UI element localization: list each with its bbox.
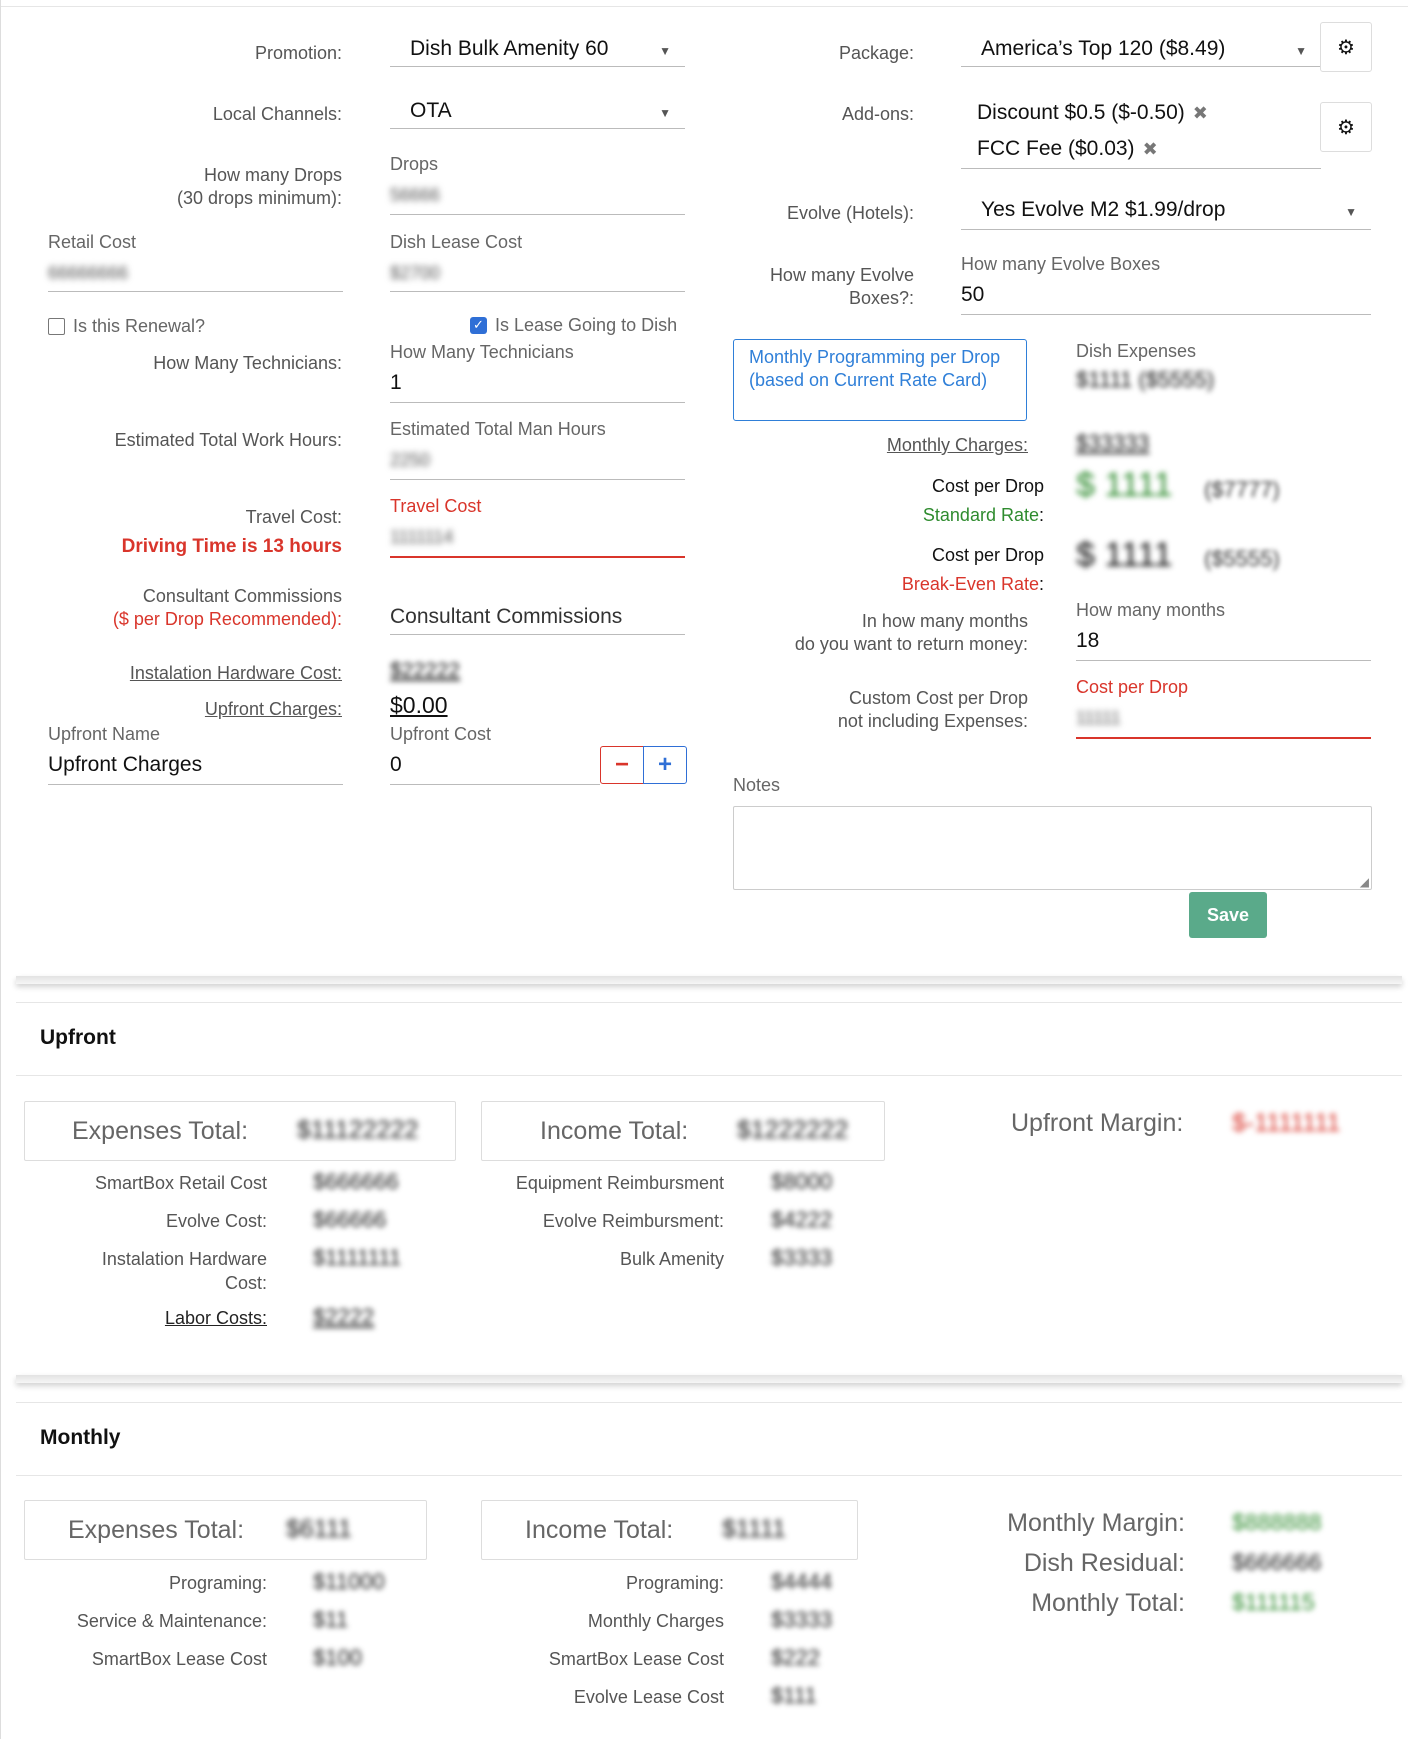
close-icon[interactable]: ✖ <box>1192 102 1208 123</box>
addons-multiselect[interactable] <box>961 94 1321 169</box>
work-hours-input[interactable] <box>390 443 685 480</box>
cost-breakeven-secondary-amount: ($5555) <box>1204 546 1280 571</box>
monthly-title: Monthly <box>40 1426 121 1449</box>
upfront-margin-value <box>1232 1109 1340 1138</box>
monthly-income-amount: $4444 <box>771 1569 833 1594</box>
section-shadow-divider <box>16 1375 1402 1383</box>
section-divider <box>16 1002 1402 1003</box>
months-input[interactable] <box>1076 624 1371 661</box>
gear-icon: ⚙ <box>1337 36 1355 59</box>
dish-lease-cost-input[interactable] <box>390 256 685 292</box>
section-divider <box>16 1475 1402 1476</box>
upfront-expenses-total-value <box>297 1116 418 1145</box>
gear-icon: ⚙ <box>1337 116 1355 139</box>
months-label-line2: do you want to return money: <box>794 634 1028 654</box>
chevron-down-icon: ▼ <box>659 106 671 120</box>
upfront-margin-label: Upfront Margin: <box>1011 1109 1184 1137</box>
monthly-expense-value <box>313 1645 362 1671</box>
monthly-income-label: Monthly Charges <box>587 1611 724 1631</box>
upfront-name-label: Upfront Name <box>48 724 161 744</box>
dish-residual-value <box>1232 1549 1322 1576</box>
monthly-income-value <box>771 1569 832 1595</box>
cost-breakeven-amount: $ 1111 <box>1076 536 1173 574</box>
custom-cost-label-line2: not including Expenses: <box>837 711 1028 731</box>
monthly-expense-amount: $100 <box>313 1645 362 1670</box>
upfront-expenses-total-label: Expenses Total: <box>72 1117 249 1145</box>
evolve-boxes-field-label: How many Evolve Boxes <box>961 254 1161 274</box>
driving-time-warning: Driving Time is 13 hours <box>121 536 342 557</box>
evolve-boxes-label-line1: How many Evolve <box>769 265 914 285</box>
upfront-expense-value <box>313 1304 374 1330</box>
monthly-income-amount: $222 <box>771 1645 820 1670</box>
upfront-expense-label: SmartBox Retail Cost <box>94 1173 267 1193</box>
addon-tag[interactable] <box>977 100 1208 126</box>
monthly-margin-value <box>1232 1509 1322 1536</box>
monthly-expense-value <box>313 1607 348 1633</box>
section-shadow-divider <box>16 976 1402 984</box>
monthly-expenses-total-box <box>24 1500 427 1560</box>
upfront-expense-label-line1: Instalation Hardware <box>101 1249 267 1269</box>
drops-label-line2: (30 drops minimum): <box>176 188 342 208</box>
months-label-line1: In how many months <box>861 611 1028 631</box>
notes-label: Notes <box>733 775 781 795</box>
install-hardware-value <box>390 658 460 684</box>
monthly-expense-label: SmartBox Lease Cost <box>91 1649 267 1669</box>
cost-standard-secondary-amount: ($7777) <box>1204 477 1280 502</box>
upfront-charges-label[interactable]: Upfront Charges: <box>204 699 342 719</box>
monthly-charges-label[interactable]: Monthly Charges: <box>886 435 1028 455</box>
monthly-charges-amount: $33333 <box>1076 430 1150 455</box>
monthly-income-amount: $111 <box>771 1683 817 1708</box>
monthly-expense-value <box>313 1569 385 1595</box>
increment-button[interactable]: + <box>643 746 687 784</box>
checkmark-icon[interactable]: ✓ <box>470 317 487 334</box>
drops-value: 56666 <box>390 185 441 205</box>
addon-tag-label: FCC Fee ($0.03) <box>977 137 1135 160</box>
evolve-boxes-value: 50 <box>961 283 985 306</box>
renewal-label: Is this Renewal? <box>73 316 206 336</box>
addons-label: Add-ons: <box>841 104 914 124</box>
dish-expenses-amount: $1111 ($5555) <box>1076 367 1215 392</box>
lease-going-label: Is Lease Going to Dish <box>495 315 678 335</box>
upfront-expense-label-line2: Cost: <box>224 1273 267 1293</box>
cost-breakeven-label <box>760 541 1044 599</box>
cost-breakeven-value <box>1076 536 1172 575</box>
monthly-income-total-box <box>481 1500 858 1560</box>
decrement-button[interactable]: − <box>600 746 644 784</box>
monthly-income-label: Programing: <box>625 1573 724 1593</box>
upfront-income-total-amount: $1222222 <box>737 1116 849 1144</box>
monthly-income-total-amount: $1111 <box>722 1515 786 1543</box>
monthly-margin-amount: $888888 <box>1232 1509 1322 1535</box>
commissions-label-line2: ($ per Drop Recommended): <box>112 609 342 629</box>
monthly-expenses-total-label: Expenses Total: <box>68 1516 245 1544</box>
travel-cost-field-label: Travel Cost <box>390 496 482 516</box>
custom-cost-label-line1: Custom Cost per Drop <box>848 688 1028 708</box>
upfront-expense-value <box>313 1245 401 1271</box>
upfront-title: Upfront <box>40 1026 116 1049</box>
package-select[interactable] <box>961 32 1321 67</box>
monthly-expense-label: Service & Maintenance: <box>76 1611 267 1631</box>
upfront-expenses-total-box <box>24 1101 456 1161</box>
cost-standard-label <box>760 472 1044 530</box>
promotion-select[interactable] <box>390 32 685 67</box>
install-hardware-amount: $22222 <box>390 659 461 682</box>
save-button[interactable]: Save <box>1189 892 1267 938</box>
addon-tag-label: Discount $0.5 ($-0.50) <box>977 101 1185 124</box>
monthly-programming-button[interactable]: Monthly Programming per Drop (based on Current Rate Card) <box>733 339 1027 421</box>
chevron-down-icon: ▼ <box>659 44 671 58</box>
promotion-value: Dish Bulk Amenity 60 <box>410 37 609 60</box>
dish-residual-amount: $666666 <box>1232 1549 1322 1575</box>
upfront-margin-amount: $-1111111 <box>1232 1109 1341 1137</box>
upfront-income-total-value <box>737 1116 848 1145</box>
upfront-expense-amount: $2222 <box>313 1304 375 1329</box>
upfront-cost-label: Upfront Cost <box>390 724 492 744</box>
install-hardware-label[interactable]: Instalation Hardware Cost: <box>129 663 342 683</box>
cost-breakeven-label-line1: Cost per Drop <box>931 545 1044 565</box>
local-channels-select[interactable] <box>390 94 685 129</box>
work-hours-label: Estimated Total Work Hours: <box>114 430 342 450</box>
monthly-total-label: Monthly Total: <box>1031 1589 1185 1617</box>
custom-cost-label <box>720 687 1028 733</box>
cost-standard-value <box>1076 466 1172 505</box>
months-field-label: How many months <box>1076 600 1226 620</box>
upfront-income-value <box>771 1169 832 1195</box>
section-divider <box>16 1402 1402 1403</box>
upfront-income-total-label: Income Total: <box>540 1117 689 1145</box>
chevron-down-icon: ▼ <box>1295 44 1307 58</box>
custom-cost-field-label: Cost per Drop <box>1076 677 1189 697</box>
monthly-income-label: Evolve Lease Cost <box>573 1687 724 1707</box>
upfront-charges-value[interactable]: $0.00 <box>390 692 448 718</box>
upfront-name-value: Upfront Charges <box>48 753 203 776</box>
cost-standard-colon: : <box>1038 505 1044 525</box>
dish-lease-cost-label: Dish Lease Cost <box>390 232 523 252</box>
monthly-income-label: SmartBox Lease Cost <box>548 1649 724 1669</box>
local-channels-label: Local Channels: <box>212 104 342 124</box>
cost-breakeven-colon: : <box>1038 574 1044 594</box>
drops-field-label: Drops <box>390 154 439 174</box>
cost-standard-rate-name: Standard Rate <box>922 505 1039 525</box>
upfront-expense-amount: $666666 <box>313 1169 399 1194</box>
evolve-boxes-input[interactable] <box>961 278 1371 315</box>
custom-cost-value: 11111 <box>1076 708 1121 728</box>
upfront-income-label: Evolve Reimbursment: <box>542 1211 724 1231</box>
monthly-expense-label: Programing: <box>168 1573 267 1593</box>
cost-standard-label-line1: Cost per Drop <box>931 476 1044 496</box>
retail-cost-label: Retail Cost <box>48 232 137 252</box>
monthly-expenses-total-amount: $6111 <box>286 1515 352 1543</box>
upfront-cost-input[interactable] <box>390 748 600 785</box>
work-hours-field-label: Estimated Total Man Hours <box>390 419 606 439</box>
upfront-expense-label: Evolve Cost: <box>165 1211 267 1231</box>
monthly-income-value <box>771 1683 817 1709</box>
evolve-boxes-label-line2: Boxes?: <box>848 288 914 308</box>
labor-costs-link[interactable]: Labor Costs: <box>164 1308 267 1328</box>
promotion-label: Promotion: <box>254 43 342 63</box>
retail-cost-value: 66666666 <box>48 263 129 283</box>
monthly-total-value <box>1232 1589 1315 1616</box>
upfront-cost-value: 0 <box>390 753 402 776</box>
upfront-income-value <box>771 1245 832 1271</box>
notes-textarea[interactable] <box>733 806 1372 890</box>
commissions-label <box>60 585 342 631</box>
evolve-value: Yes Evolve M2 $1.99/drop <box>981 198 1226 221</box>
local-channels-value: OTA <box>410 99 452 122</box>
close-icon[interactable]: ✖ <box>1142 138 1158 159</box>
monthly-income-amount: $3333 <box>771 1607 833 1632</box>
monthly-total-amount: $111115 <box>1232 1589 1315 1615</box>
renewal-checkbox-row[interactable] <box>48 315 205 337</box>
package-label: Package: <box>838 43 914 63</box>
evolve-boxes-label <box>720 264 914 310</box>
technicians-label: How Many Technicians: <box>153 353 342 373</box>
monthly-income-total-label: Income Total: <box>525 1516 674 1544</box>
upfront-income-amount: $4222 <box>771 1207 833 1232</box>
monthly-income-value <box>771 1607 832 1633</box>
monthly-expense-amount: $11000 <box>313 1569 385 1594</box>
upfront-income-amount: $8000 <box>771 1169 833 1194</box>
package-value: America’s Top 120 ($8.49) <box>981 37 1226 60</box>
cost-breakeven-secondary <box>1204 546 1280 572</box>
commissions-placeholder: Consultant Commissions <box>390 605 623 628</box>
upfront-income-total-box <box>481 1101 885 1161</box>
technicians-value: 1 <box>390 371 402 394</box>
addon-tag[interactable] <box>977 136 1158 162</box>
upfront-name-input[interactable] <box>48 748 343 785</box>
renewal-checkbox[interactable] <box>48 318 65 335</box>
dish-residual-label: Dish Residual: <box>1023 1549 1185 1577</box>
commissions-label-line1: Consultant Commissions <box>142 586 342 606</box>
addons-settings-button[interactable] <box>1320 102 1372 152</box>
evolve-label: Evolve (Hotels): <box>786 203 914 223</box>
monthly-margin-label: Monthly Margin: <box>1007 1509 1185 1537</box>
evolve-select[interactable] <box>961 193 1371 230</box>
upfront-expense-value <box>313 1169 399 1195</box>
months-value: 18 <box>1076 629 1100 652</box>
travel-cost-label: Travel Cost: <box>245 507 342 527</box>
drops-label-line1: How many Drops <box>203 165 342 185</box>
retail-cost-input[interactable] <box>48 256 343 292</box>
monthly-expenses-total-value <box>286 1515 352 1544</box>
custom-cost-input[interactable] <box>1076 701 1371 739</box>
upfront-income-label: Equipment Reimbursment <box>515 1173 724 1193</box>
left-border <box>0 0 1 1739</box>
monthly-income-value <box>771 1645 820 1671</box>
upfront-expenses-total-amount: $11122222 <box>297 1116 419 1144</box>
top-divider <box>0 6 1408 7</box>
commissions-input[interactable] <box>390 598 685 635</box>
upfront-income-label: Bulk Amenity <box>619 1249 724 1269</box>
upfront-expense-value <box>313 1207 386 1233</box>
section-divider <box>16 1075 1402 1076</box>
upfront-income-value <box>771 1207 832 1233</box>
chevron-down-icon: ▼ <box>1345 205 1357 219</box>
monthly-charges-value[interactable] <box>1076 430 1149 456</box>
cost-breakeven-rate-name: Break-Even Rate <box>901 574 1039 594</box>
technicians-field-label: How Many Technicians <box>390 342 574 362</box>
travel-cost-input[interactable] <box>390 520 685 558</box>
work-hours-value: 2250 <box>390 450 431 470</box>
package-settings-button[interactable] <box>1320 22 1372 72</box>
resize-handle-icon[interactable]: ◢ <box>1359 875 1369 889</box>
monthly-income-total-value <box>722 1515 786 1544</box>
upfront-expense-amount: $1111111 <box>313 1245 402 1270</box>
dish-expenses-label: Dish Expenses <box>1076 341 1197 361</box>
upfront-income-amount: $3333 <box>771 1245 833 1270</box>
dish-lease-cost-value: $2700 <box>390 263 441 283</box>
months-label <box>720 610 1028 656</box>
lease-going-checkbox-row[interactable] <box>470 314 677 336</box>
cost-standard-secondary <box>1204 477 1280 503</box>
technicians-input[interactable] <box>390 366 685 403</box>
drops-label <box>100 164 342 210</box>
monthly-expense-amount: $11 <box>313 1607 349 1632</box>
dish-expenses-value <box>1076 367 1214 393</box>
travel-cost-value: 1111114 <box>390 527 454 547</box>
upfront-expense-label <box>40 1247 267 1295</box>
upfront-expense-amount: $66666 <box>313 1207 387 1232</box>
cost-standard-amount: $ 1111 <box>1076 466 1173 504</box>
drops-input[interactable] <box>390 178 685 215</box>
